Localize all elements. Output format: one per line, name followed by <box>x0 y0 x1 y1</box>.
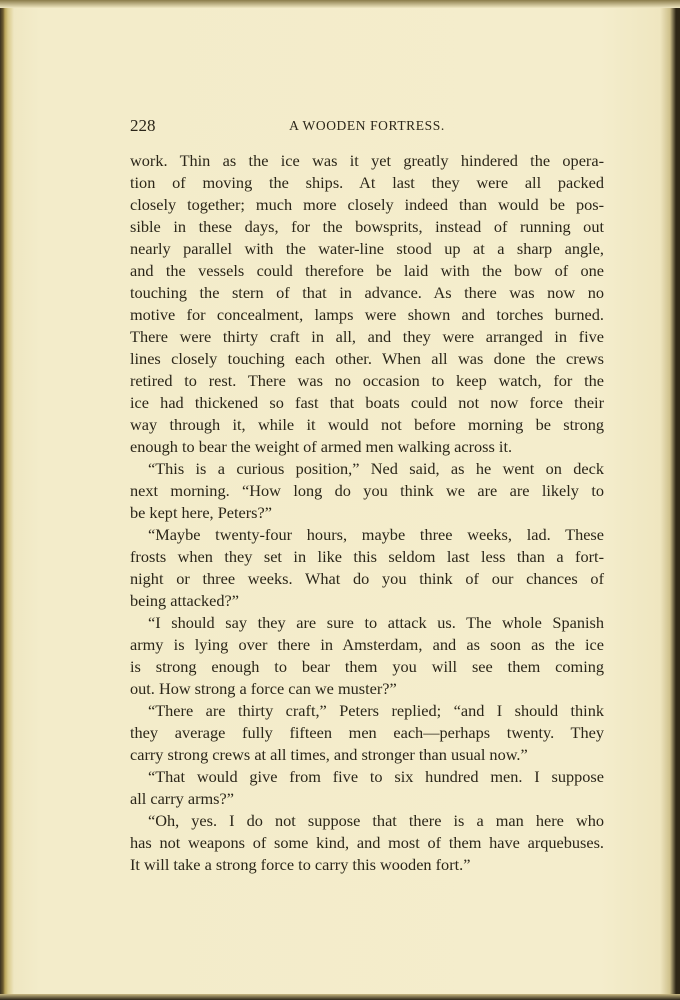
text-line: closely together; much more closely indeed than would be pos- <box>130 195 604 214</box>
text-line: “Maybe twenty-four hours, maybe three weeks, lad. These <box>148 525 604 544</box>
paragraph <box>130 612 604 700</box>
text-line: “Oh, yes. I do not suppose that there is a man here who <box>148 811 604 830</box>
text-line: way through it, while it would not before morning be strong <box>130 415 604 434</box>
text-line: motive for concealment, lamps were shown and torches burned. <box>130 305 604 324</box>
paragraph <box>130 524 604 612</box>
text-line: retired to rest. There was no occasion to keep watch, for the <box>130 371 604 390</box>
text-line: “There are thirty craft,” Peters replied; “and I should think <box>148 701 604 720</box>
text-line: out. How strong a force can we muster?” <box>130 679 397 698</box>
text-line: ice had thickened so fast that boats could not now force their <box>130 393 604 412</box>
text-line: nearly parallel with the water-line stood up at a sharp angle, <box>130 239 604 258</box>
paragraph <box>130 150 604 458</box>
text-line: is strong enough to bear them you will see them coming <box>130 657 604 676</box>
text-line: It will take a strong force to carry this wooden fort.” <box>130 855 471 874</box>
text-line: work. Thin as the ice was it yet greatly hindered the opera- <box>130 151 604 170</box>
text-line: and the vessels could therefore be laid with the bow of one <box>130 261 604 280</box>
text-line: night or three weeks. What do you think of our chances of <box>130 569 604 588</box>
paragraph <box>130 810 604 876</box>
page-top-edge <box>0 0 680 8</box>
running-head: A WOODEN FORTRESS. <box>289 118 445 133</box>
text-line: they average fully fifteen men each—perhaps twenty. They <box>130 723 604 742</box>
page-header <box>130 116 604 136</box>
paragraph <box>130 766 604 810</box>
text-line: carry strong crews at all times, and stronger than usual now.” <box>130 745 528 764</box>
text-line: being attacked?” <box>130 591 239 610</box>
text-line: tion of moving the ships. At last they were all packed <box>130 173 604 192</box>
paragraph <box>130 458 604 524</box>
text-line: “I should say they are sure to attack us. The whole Spanish <box>148 613 604 632</box>
text-line: all carry arms?” <box>130 789 234 808</box>
text-line: There were thirty craft in all, and they were arranged in five <box>130 327 604 346</box>
text-line: touching the stern of that in advance. As there was now no <box>130 283 604 302</box>
paragraph <box>130 700 604 766</box>
text-line: sible in these days, for the bowsprits, instead of running out <box>130 217 604 236</box>
text-line: “This is a curious position,” Ned said, as he went on deck <box>148 459 604 478</box>
text-line: “That would give from five to six hundred men. I suppose <box>148 767 604 786</box>
text-line: lines closely touching each other. When all was done the crews <box>130 349 604 368</box>
text-line: army is lying over there in Amsterdam, and as soon as the ice <box>130 635 604 654</box>
text-line: has not weapons of some kind, and most of them have arquebuses. <box>130 833 604 852</box>
body-text <box>130 150 604 876</box>
page-bottom-edge <box>0 994 680 1000</box>
text-line: enough to bear the weight of armed men walking across it. <box>130 437 513 456</box>
page-number: 228 <box>130 116 156 135</box>
text-line: frosts when they set in like this seldom last less than a fort- <box>130 547 604 566</box>
text-line: next morning. “How long do you think we are are likely to <box>130 481 604 500</box>
text-line: be kept here, Peters?” <box>130 503 272 522</box>
